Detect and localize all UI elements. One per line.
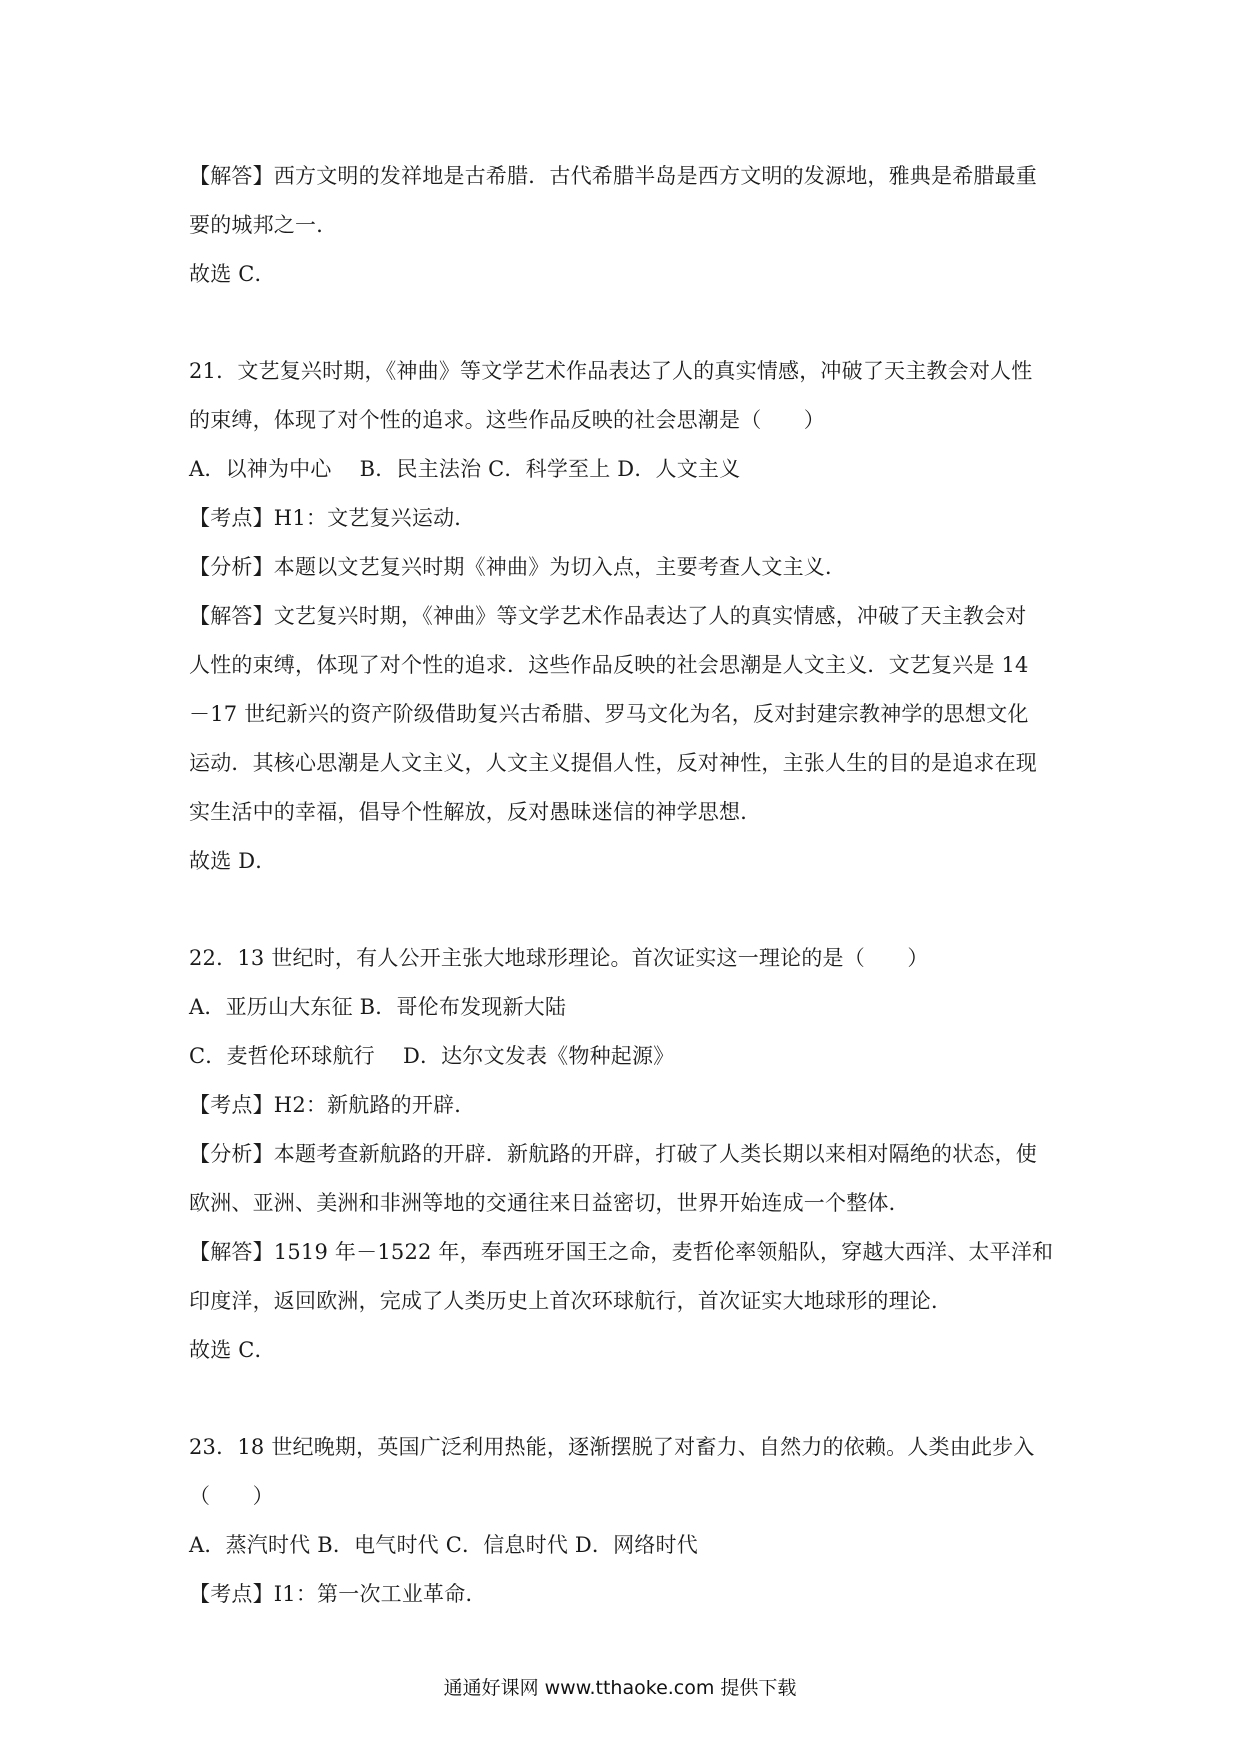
- question-21-options: A．以神为中心 B．民主法治 C．科学至上 D．人文主义: [189, 457, 741, 481]
- choice-result: 故选 C．: [189, 262, 276, 286]
- answer-line: 要的城邦之一．: [189, 213, 338, 237]
- analysis-line: 【分析】本题以文艺复兴时期《神曲》为切入点，主要考查人文主义．: [189, 555, 847, 579]
- question-23-cont: （ ）: [189, 1484, 274, 1508]
- analysis-line: 【分析】本题考查新航路的开辟．新航路的开辟，打破了人类长期以来相对隔绝的状态，使: [189, 1142, 1037, 1166]
- knowledge-point: 【考点】H2：新航路的开辟．: [189, 1093, 476, 1117]
- choice-result: 故选 D．: [189, 849, 277, 873]
- answer-line: 【解答】文艺复兴时期，《神曲》等文学艺术作品表达了人的真实情感，冲破了天主教会对: [189, 604, 1027, 628]
- answer-line: －17 世纪新兴的资产阶级借助复兴古希腊、罗马文化为名，反对封建宗教神学的思想文化: [189, 702, 1029, 726]
- question-22-options: C．麦哲伦环球航行 D．达尔文发表《物种起源》: [189, 1044, 675, 1068]
- answer-line: 印度洋，返回欧洲，完成了人类历史上首次环球航行，首次证实大地球形的理论．: [189, 1289, 953, 1313]
- page-footer: 通通好课网 www.tthaoke.com 提供下载: [443, 1677, 797, 1699]
- question-21-cont: 的束缚，体现了对个性的追求。这些作品反映的社会思潮是（ ）: [189, 408, 825, 432]
- question-23-options: A．蒸汽时代 B．电气时代 C．信息时代 D．网络时代: [189, 1533, 698, 1557]
- question-22-options: A．亚历山大东征 B．哥伦布发现新大陆: [189, 995, 567, 1019]
- question-21: 21．文艺复兴时期，《神曲》等文学艺术作品表达了人的真实情感，冲破了天主教会对人性: [189, 359, 1033, 383]
- answer-line: 实生活中的幸福，倡导个性解放，反对愚昧迷信的神学思想．: [189, 800, 762, 824]
- choice-result: 故选 C．: [189, 1338, 276, 1362]
- knowledge-point: 【考点】H1：文艺复兴运动．: [189, 506, 476, 530]
- analysis-line: 欧洲、亚洲、美洲和非洲等地的交通往来日益密切，世界开始连成一个整体．: [189, 1191, 910, 1215]
- knowledge-point: 【考点】I1：第一次工业革命．: [189, 1582, 487, 1606]
- question-23: 23．18 世纪晚期，英国广泛利用热能，逐渐摆脱了对畜力、自然力的依赖。人类由此步入: [189, 1435, 1035, 1459]
- answer-line: 【解答】西方文明的发祥地是古希腊．古代希腊半岛是西方文明的发源地，雅典是希腊最重: [189, 164, 1037, 188]
- answer-line: 人性的束缚，体现了对个性的追求．这些作品反映的社会思潮是人文主义．文艺复兴是 14: [189, 653, 1029, 677]
- answer-line: 运动．其核心思潮是人文主义，人文主义提倡人性，反对神性，主张人生的目的是追求在现: [189, 751, 1037, 775]
- question-22: 22．13 世纪时，有人公开主张大地球形理论。首次证实这一理论的是（ ）: [189, 946, 929, 970]
- answer-line: 【解答】1519 年－1522 年，奉西班牙国王之命，麦哲伦率领船队，穿越大西洋、太平洋和: [189, 1240, 1054, 1264]
